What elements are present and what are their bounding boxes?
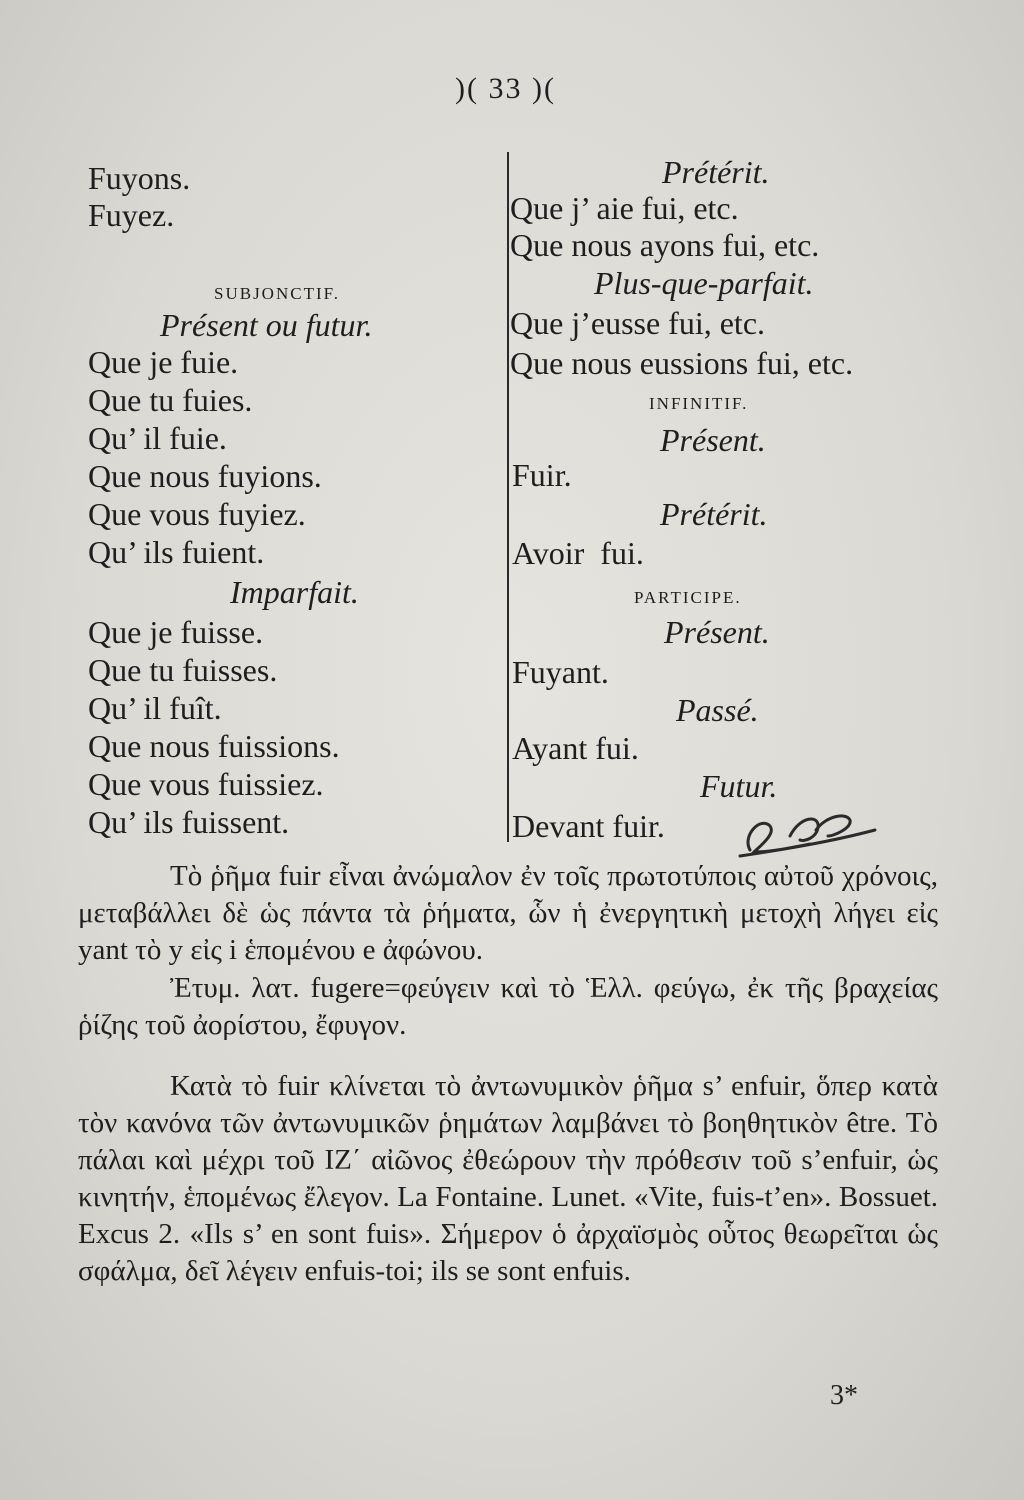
tense-heading: Plus-que-parfait. xyxy=(594,265,814,301)
signature-mark: 3* xyxy=(830,1380,858,1411)
conjugation-line: Qu’ ils fuissent. xyxy=(88,804,290,840)
tense-heading: Passé. xyxy=(676,692,759,728)
conjugation-line: Que j’eusse fui, etc. xyxy=(510,305,766,341)
conjugation-line: Que tu fuisses. xyxy=(88,652,278,688)
mood-heading-participe: PARTICIPE. xyxy=(634,588,742,607)
conjugation-line: Que nous fuyions. xyxy=(88,458,322,494)
conjugation-line: Qu’ ils fuient. xyxy=(88,534,265,570)
handwritten-signature xyxy=(730,806,880,866)
conjugation-line: Fuyons. xyxy=(88,160,191,196)
conjugation-line: Devant fuir. xyxy=(512,808,665,844)
tense-heading: Présent. xyxy=(660,422,766,458)
page-number: )( 33 )( xyxy=(455,72,556,105)
conjugation-line: Que tu fuies. xyxy=(88,382,253,418)
conjugation-line: Que j’ aie fui, etc. xyxy=(510,190,739,226)
commentary-paragraph-1: Τὸ ῥῆμα fuir εἶναι ἀνώμαλον ἐν τοῖς πρωτοτύποις αὐτοῦ χρόνοις, μεταβάλλει δὲ ὡς πάντα τὰ ῥήματα, ὧν ἡ ἐνεργητικὴ μετοχὴ λήγει εἰς yant τὸ y εἰς i ἑπομένου e ἀφώνου. xyxy=(78,860,938,966)
conjugation-line: Ayant fui. xyxy=(512,730,639,766)
conjugation-line: Que je fuie. xyxy=(88,344,239,380)
column-divider xyxy=(507,152,509,842)
conjugation-line: Que je fuisse. xyxy=(88,614,264,650)
conjugation-line: Que nous fuissions. xyxy=(88,728,340,764)
conjugation-line: Que nous ayons fui, etc. xyxy=(510,227,820,263)
conjugation-line: Avoir fui. xyxy=(512,535,644,571)
conjugation-line: Que vous fuyiez. xyxy=(88,496,306,532)
tense-heading: Prétérit. xyxy=(660,496,768,532)
tense-heading: Imparfait. xyxy=(230,574,359,610)
mood-heading-subjonctif: SUBJONCTIF. xyxy=(214,284,340,303)
commentary-paragraph-3: Κατὰ τὸ fuir κλίνεται τὸ ἀντωνυμικὸν ῥῆμα s’ enfuir, ὅπερ κατὰ τὸν κανόνα τῶν ἀντωνυμικῶν ῥημάτων λαμβάνει τὸ βοηθητικὸν être. Τὸ πάλαι καὶ μέχρι τοῦ ΙΖ΄ αἰῶνος ἐθεώρουν τὴν πρόθεσιν τοῦ s’enfuir, ὡς κινητήν, ἑπομένως ἔλεγον. La Fontaine. Lunet. «Vite, fuis-t’en». Bossuet. Excus 2. «Ils s’ en sont fuis». Σήμερον ὁ ἀρχαϊσμὸς οὗτος θεωρεῖται ὡς σφάλμα, δεῖ λέγειν enfuis-toi; ils se sont enfuis. xyxy=(78,1070,938,1287)
conjugation-line: Qu’ il fuît. xyxy=(88,690,222,726)
conjugation-line: Fuir. xyxy=(512,457,572,493)
mood-heading-infinitif: INFINITIF. xyxy=(649,394,749,413)
tense-heading: Prétérit. xyxy=(662,154,770,190)
conjugation-line: Fuyez. xyxy=(88,197,175,233)
conjugation-line: Que vous fuissiez. xyxy=(88,766,324,802)
conjugation-line: Qu’ il fuie. xyxy=(88,420,227,456)
conjugation-line: Fuyant. xyxy=(512,654,609,690)
tense-heading: Futur. xyxy=(700,768,778,804)
tense-heading: Présent ou futur. xyxy=(160,307,373,343)
conjugation-line: Que nous eussions fui, etc. xyxy=(510,345,854,381)
commentary-paragraph-2: Ἐτυμ. λατ. fugere=φεύγειν καὶ τὸ Ἑλλ. φεύγω, ἐκ τῆς βραχείας ῥίζης τοῦ ἀορίστου, ἔφυγον. xyxy=(78,972,938,1041)
tense-heading: Présent. xyxy=(664,614,770,650)
